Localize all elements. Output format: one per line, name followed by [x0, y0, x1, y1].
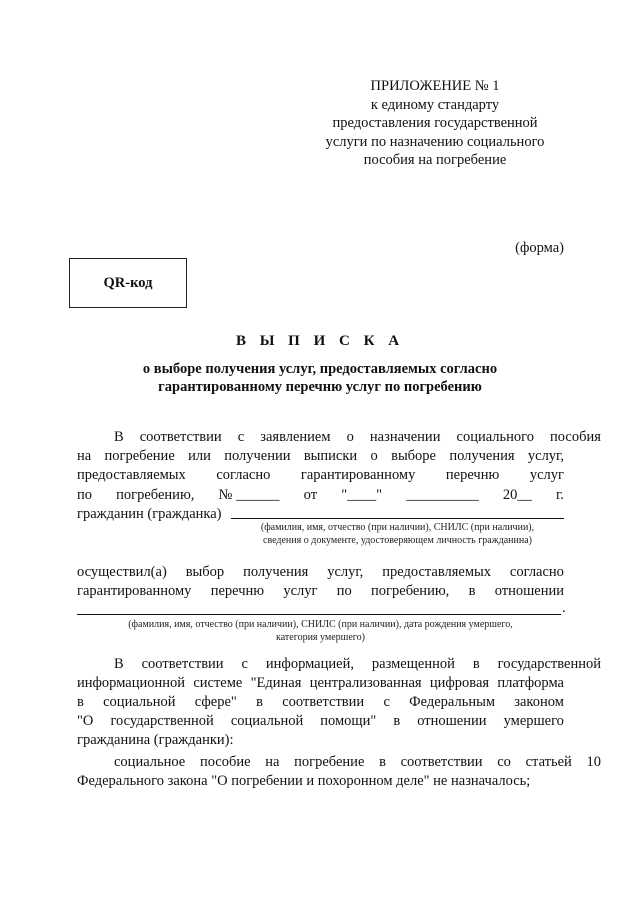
word: получения — [243, 564, 309, 580]
word: на — [265, 754, 280, 770]
word: согласно — [509, 564, 564, 580]
word: в — [393, 713, 401, 729]
word: погребению, — [371, 583, 450, 599]
word: в — [472, 656, 480, 672]
word: гарантированному — [300, 467, 416, 483]
word: платформа — [497, 675, 564, 691]
word: перечню — [445, 467, 500, 483]
word: статьей — [525, 754, 572, 770]
word: социальной — [230, 713, 304, 729]
word: помощи" — [320, 713, 377, 729]
para3-line1 — [77, 655, 601, 674]
para3-line4 — [77, 712, 564, 731]
word: или — [188, 448, 211, 464]
para1-line1 — [77, 428, 601, 447]
appendix-line: услуги по назначению социального — [325, 133, 545, 150]
word: о — [346, 429, 354, 445]
word: предоставляемых — [77, 467, 186, 483]
word: сфере" — [194, 694, 237, 710]
appendix-line: к единому стандарту — [370, 96, 500, 113]
document-title: В Ы П И С К А — [235, 333, 405, 349]
word: размещенной — [371, 656, 455, 672]
word: назначении — [369, 429, 441, 445]
word: соответствии — [400, 754, 483, 770]
word: выборе — [391, 448, 436, 464]
word: Федеральным — [409, 694, 495, 710]
word: умершего — [503, 713, 564, 729]
word: в — [77, 694, 84, 710]
word: централизованная — [309, 675, 422, 691]
word: по — [336, 583, 352, 599]
word: законом — [514, 694, 564, 710]
word: соответствии — [282, 694, 365, 710]
citizen-label: гражданин (гражданка) — [77, 506, 222, 522]
word: с — [241, 656, 248, 672]
para3-line2 — [77, 674, 564, 693]
word: получения — [449, 448, 515, 464]
year-field: 20__ — [502, 487, 532, 503]
word: выбор — [185, 564, 225, 580]
word: соответствии — [139, 429, 222, 445]
word: г. — [555, 487, 564, 503]
word: услуг — [283, 583, 318, 599]
qr-code-label: QR-код — [103, 274, 153, 291]
para4-line2 — [77, 772, 564, 791]
word: информационной — [77, 675, 186, 691]
word: со — [497, 754, 511, 770]
word: гарантированному — [77, 583, 192, 599]
para1-line2 — [77, 447, 564, 466]
para2-line2 — [77, 582, 564, 601]
word: социальное — [114, 754, 186, 770]
note-line: категория умершего) — [276, 632, 365, 643]
deceased-note — [77, 618, 564, 644]
word: погребению, — [116, 487, 195, 503]
appendix-line: предоставления государственной — [332, 115, 538, 131]
para1-line4 — [77, 486, 564, 505]
citizen-note — [231, 521, 564, 547]
line-end-dot: . — [562, 600, 566, 616]
number-field: № ______ — [218, 487, 280, 503]
word: в — [379, 754, 386, 770]
deceased-name-line — [77, 614, 561, 615]
word: гражданина (гражданки): — [77, 732, 234, 748]
note-line: (фамилия, имя, отчество (при наличии), СНИЛС (при наличии), — [260, 522, 535, 533]
document-subtitle — [80, 360, 560, 396]
para4-line1 — [77, 753, 601, 772]
word: государственной — [110, 713, 214, 729]
word: государственной — [497, 656, 601, 672]
word: с — [383, 694, 390, 710]
para2-line1 — [77, 563, 564, 582]
word: в — [468, 583, 476, 599]
word: с — [237, 429, 245, 445]
word: В — [114, 656, 124, 672]
word: Федерального закона "О погребении и похоронном деле" не назначалось; — [77, 773, 531, 789]
word: отношении — [417, 713, 487, 729]
subtitle-line: о выборе получения услуг, предоставляемых согласно — [142, 361, 498, 377]
word: на — [77, 448, 92, 464]
word: соответствии — [141, 656, 224, 672]
word: перечню — [210, 583, 265, 599]
word: от — [303, 487, 318, 503]
para3-line3 — [77, 693, 564, 712]
note-line: (фамилия, имя, отчество (при наличии), СНИЛС (при наличии), дата рождения умершего, — [128, 619, 513, 630]
word: в — [256, 694, 263, 710]
word: цифровая — [429, 675, 490, 691]
word: пособие — [199, 754, 251, 770]
word: согласно — [216, 467, 271, 483]
para3-line5 — [77, 731, 564, 750]
word: социальной — [103, 694, 176, 710]
appendix-line: ПРИЛОЖЕНИЕ № 1 — [370, 78, 500, 94]
month-field: __________ — [406, 487, 479, 503]
word: получении — [224, 448, 291, 464]
subtitle-line: гарантированному перечню услуг по погребению — [158, 379, 482, 395]
word: 10 — [586, 754, 601, 770]
word: системе — [193, 675, 243, 691]
day-field: "____" — [341, 487, 383, 503]
word: социального — [456, 429, 534, 445]
word: услуг — [529, 467, 564, 483]
word: услуг, — [327, 564, 364, 580]
form-label: (форма) — [515, 240, 564, 256]
word: услуг, — [527, 448, 564, 464]
word: "О — [77, 713, 94, 729]
word: о — [370, 448, 378, 464]
citizen-name-line — [231, 518, 564, 519]
word: по — [77, 487, 93, 503]
note-line: сведения о документе, удостоверяющем личность гражданина) — [263, 535, 532, 546]
appendix-line: пособия на погребение — [363, 152, 507, 168]
word: отношении — [494, 583, 564, 599]
word: информацией, — [265, 656, 354, 672]
word: погребение — [294, 754, 365, 770]
word: "Единая — [250, 675, 302, 691]
para1-line3 — [77, 466, 564, 485]
word: пособия — [550, 429, 601, 445]
word: В — [114, 429, 124, 445]
qr-code-box — [69, 258, 187, 308]
word: предоставляемых — [382, 564, 492, 580]
word: выписки — [303, 448, 358, 464]
word: осуществил(а) — [77, 564, 167, 580]
appendix-header — [300, 77, 570, 170]
word: погребение — [104, 448, 175, 464]
word: заявлением — [260, 429, 331, 445]
